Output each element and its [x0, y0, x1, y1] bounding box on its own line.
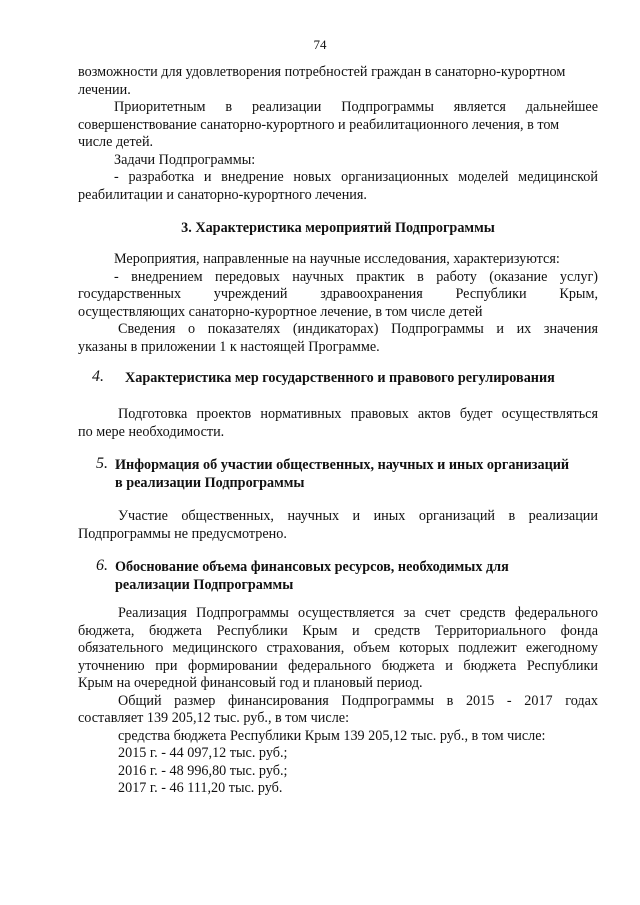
- s3-line-6: указаны в приложении 1 к настоящей Программе.: [78, 338, 380, 355]
- section-4-body: [78, 406, 598, 441]
- section-6-heading: [115, 559, 605, 594]
- s6-year-2016: 2016 г. - 48 996,80 тыс. руб.;: [118, 762, 288, 779]
- s6-line-3: обязательного медицинского страхования, объем которых подлежит ежегодному: [78, 640, 598, 656]
- task-line-2: реабилитации и санаторно-курортного лечения.: [78, 186, 367, 203]
- intro-block: [78, 64, 598, 204]
- priority-line-2: совершенствование санаторно-курортного и реабилитационного лечения, в том: [78, 116, 560, 133]
- s4-line-1: Подготовка проектов нормативных правовых актов будет осуществляться: [118, 406, 598, 422]
- s6-heading-line-2: реализации Подпрограммы: [115, 576, 294, 593]
- section-6-number: 6.: [96, 557, 108, 574]
- s6-line-7: составляет 139 205,12 тыс. руб., в том числе:: [78, 710, 350, 726]
- s5-line-2: Подпрограммы не предусмотрено.: [78, 525, 287, 542]
- s6-line-2: бюджета, бюджета Республики Крым и средств Территориального фонда: [78, 622, 598, 639]
- s6-line-4: уточнению при формировании федерального бюджета и бюджета Республики: [78, 657, 598, 674]
- s5-heading-line-1: Информация об участии общественных, научных и иных организаций: [115, 457, 570, 473]
- s6-line-8: средства бюджета Республики Крым 139 205,12 тыс. руб., в том числе:: [118, 727, 546, 744]
- task-line-1: - разработка и внедрение новых организационных моделей медицинской: [114, 169, 598, 185]
- s5-heading-line-2: в реализации Подпрограммы: [115, 474, 305, 491]
- s3-line-1: Мероприятия, направленные на научные исследования, характеризуются:: [114, 251, 560, 267]
- section-4-number: 4.: [92, 368, 104, 385]
- s5-line-1: Участие общественных, научных и иных организаций в реализации: [118, 508, 598, 524]
- section-5-heading: [115, 457, 605, 492]
- s3-line-3: государственных учреждений здравоохранения Республики Крым,: [78, 286, 598, 302]
- section-6-body: [78, 605, 598, 798]
- section-3-heading: 3. Характеристика мероприятий Подпрограммы: [181, 220, 495, 236]
- s6-line-5: Крым на очередной финансовый год и плановый период.: [78, 675, 423, 691]
- priority-line-1: Приоритетным в реализации Подпрограммы является дальнейшее: [114, 99, 598, 115]
- s6-year-2017: 2017 г. - 46 111,20 тыс. руб.: [118, 780, 283, 796]
- s3-line-4: осуществляющих санаторно-курортное лечение, в том числе детей: [78, 303, 483, 320]
- s6-heading-line-1: Обоснование объема финансовых ресурсов, необходимых для: [115, 559, 509, 575]
- intro-line-2: лечении.: [78, 81, 131, 98]
- s3-line-5: Сведения о показателях (индикаторах) Подпрограммы и их значения: [118, 321, 598, 337]
- section-4-heading: Характеристика мер государственного и правового регулирования: [125, 370, 555, 386]
- s6-year-2015: 2015 г. - 44 097,12 тыс. руб.;: [118, 745, 288, 761]
- s6-line-1: Реализация Подпрограммы осуществляется за счет средств федерального: [118, 605, 598, 621]
- s3-line-2: - внедрением передовых научных практик в работу (оказание услуг): [114, 268, 598, 285]
- tasks-label: Задачи Подпрограммы:: [114, 151, 256, 168]
- section-5-number: 5.: [96, 455, 108, 472]
- priority-line-3: числе детей.: [78, 134, 154, 150]
- intro-line-1: возможности для удовлетворения потребностей граждан в санаторно-курортном: [78, 64, 566, 80]
- s6-line-6: Общий размер финансирования Подпрограммы в 2015 - 2017 годах: [118, 692, 598, 709]
- section-5-body: [78, 508, 598, 543]
- s4-line-2: по мере необходимости.: [78, 423, 225, 440]
- section-3-body: [78, 251, 598, 356]
- page-number: 74: [313, 37, 327, 52]
